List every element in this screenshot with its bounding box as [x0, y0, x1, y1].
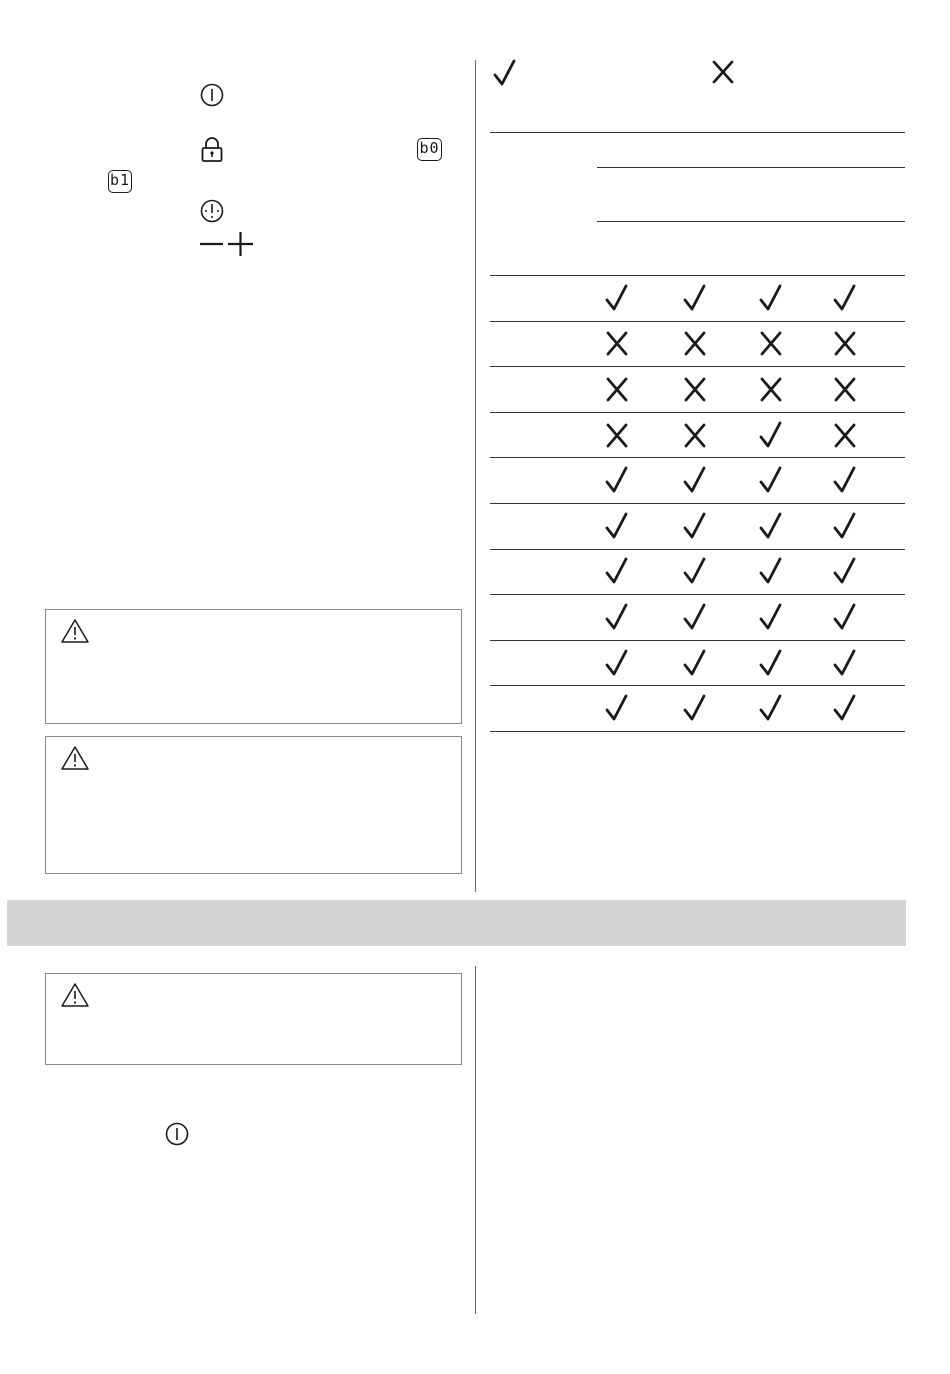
check-icon	[604, 648, 630, 678]
display-b0-icon: b0	[417, 138, 442, 161]
table-row-rule	[490, 457, 905, 458]
cross-icon	[832, 328, 858, 358]
check-icon	[758, 465, 784, 495]
cross-icon	[604, 420, 630, 450]
check-icon	[832, 693, 858, 723]
power-icon	[199, 82, 225, 108]
warning-triangle-icon	[60, 982, 90, 1008]
cross-icon	[604, 374, 630, 404]
cross-icon	[758, 328, 784, 358]
check-icon	[832, 511, 858, 541]
check-icon	[832, 465, 858, 495]
warning-box-1	[45, 609, 462, 724]
table-row-rule	[490, 640, 905, 641]
power-icon	[164, 1121, 190, 1147]
warning-box-2	[45, 736, 462, 874]
table-row-rule	[490, 549, 905, 550]
check-icon	[604, 602, 630, 632]
check-icon	[758, 648, 784, 678]
table-row-rule	[490, 731, 905, 732]
check-icon	[758, 420, 784, 450]
cross-icon	[832, 420, 858, 450]
table-row-rule	[490, 275, 905, 276]
check-icon	[682, 465, 708, 495]
table-header-rule-2	[597, 221, 905, 222]
table-row-rule	[490, 685, 905, 686]
table-row-rule	[490, 503, 905, 504]
warning-box-3	[45, 973, 462, 1065]
check-icon	[682, 511, 708, 541]
legend-cross-icon	[710, 58, 736, 86]
table-row-rule	[490, 366, 905, 367]
check-icon	[682, 283, 708, 313]
lock-icon	[199, 136, 225, 164]
check-icon	[682, 693, 708, 723]
table-header-rule-1	[597, 167, 905, 168]
cross-icon	[832, 374, 858, 404]
display-b1-icon: b1	[108, 170, 132, 193]
check-icon	[832, 556, 858, 586]
section-heading-band	[7, 900, 906, 946]
column-divider-bottom	[475, 966, 476, 1314]
legend-check-icon	[492, 58, 518, 88]
check-icon	[604, 556, 630, 586]
check-icon	[758, 283, 784, 313]
warning-triangle-icon	[60, 618, 90, 644]
check-icon	[832, 602, 858, 632]
check-icon	[758, 511, 784, 541]
check-icon	[682, 602, 708, 632]
warning-triangle-icon	[60, 745, 90, 771]
check-icon	[682, 648, 708, 678]
check-icon	[604, 693, 630, 723]
check-icon	[832, 283, 858, 313]
cross-icon	[682, 328, 708, 358]
check-icon	[758, 693, 784, 723]
table-row-rule	[490, 594, 905, 595]
check-icon	[758, 556, 784, 586]
timer-icon	[199, 198, 225, 224]
cross-icon	[682, 420, 708, 450]
cross-icon	[682, 374, 708, 404]
check-icon	[758, 602, 784, 632]
cross-icon	[604, 328, 630, 358]
table-row-rule	[490, 321, 905, 322]
column-divider-top	[475, 60, 476, 892]
check-icon	[604, 283, 630, 313]
check-icon	[832, 648, 858, 678]
table-row-rule	[490, 412, 905, 413]
table-top-rule	[490, 132, 905, 133]
minus-plus-icon	[199, 230, 255, 258]
check-icon	[604, 511, 630, 541]
check-icon	[682, 556, 708, 586]
check-icon	[604, 465, 630, 495]
cross-icon	[758, 374, 784, 404]
